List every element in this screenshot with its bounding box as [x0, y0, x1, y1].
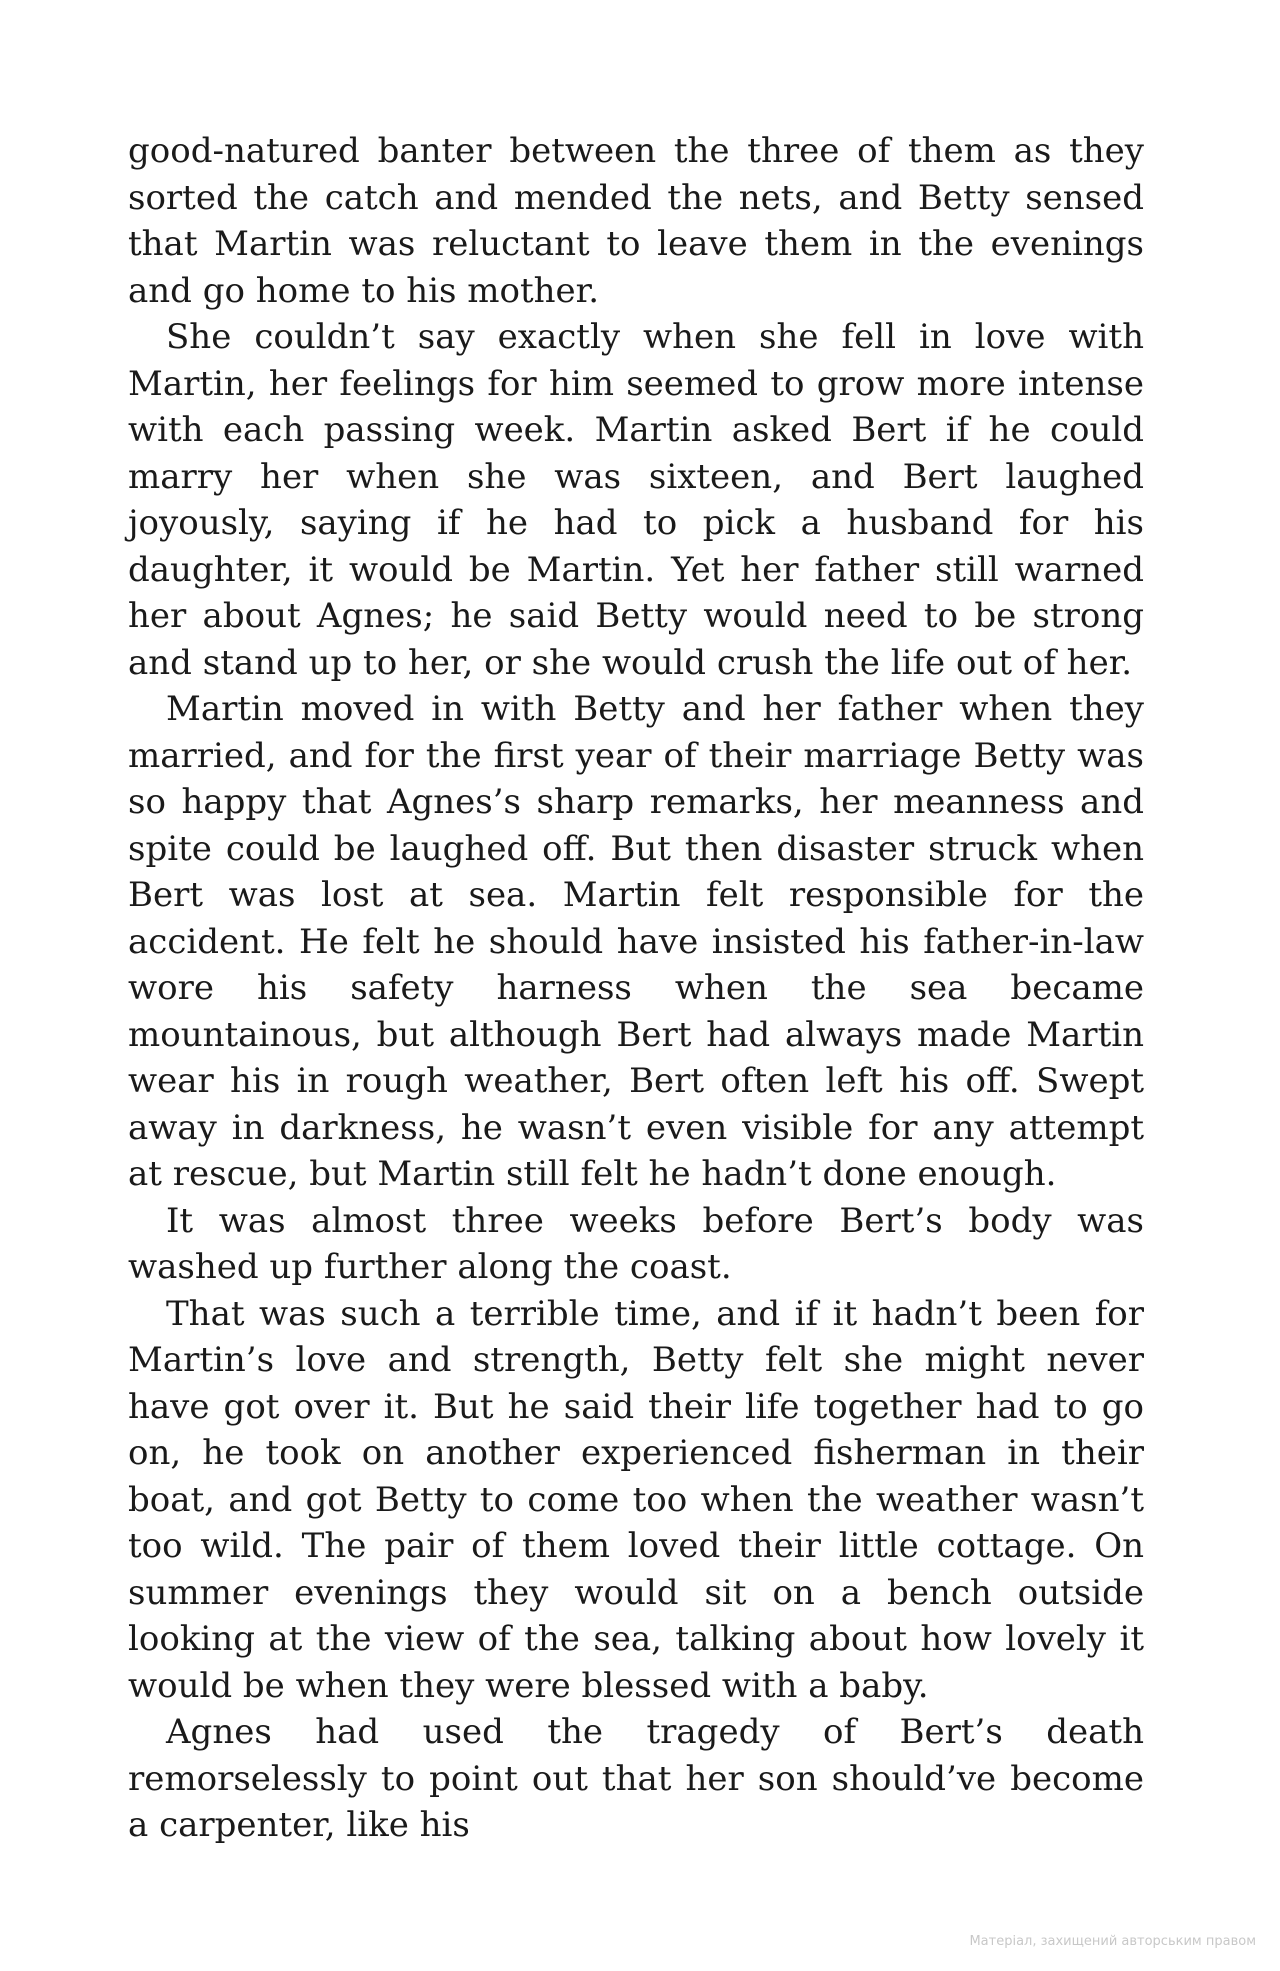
- paragraph-6: Agnes had used the tragedy of Bert’s death remorselessly to point out that her son should’ve become a carpenter, like his: [128, 1712, 1144, 1845]
- copyright-watermark: Матеріал, захищений авторським правом: [969, 1934, 1256, 1949]
- paragraph-1: good-natured banter between the three of them as they sorted the catch and mended the nets, and Betty sensed that Martin was reluctant to leave them in the evenings and go home to his mother.: [128, 131, 1144, 311]
- book-page-text: [128, 128, 1144, 1849]
- paragraph-2: She couldn’t say exactly when she fell in love with Martin, her feelings for him seemed to grow more intense with each passing week. Martin asked Bert if he could marry her when she was sixteen, and Bert laughed joyously, saying if he had to pick a husband for his daughter, it would be Martin. Yet her father still warned her about Agnes; he said Betty would need to be strong and stand up to her, or she would crush the life out of her.: [128, 317, 1144, 683]
- paragraph-5: That was such a terrible time, and if it hadn’t been for Martin’s love and strength, Betty felt she might never have got over it. But he said their life together had to go on, he took on another experienced fisherman in their boat, and got Betty to come too when the weather wasn’t too wild. The pair of them loved their little cottage. On summer evenings they would sit on a bench outside looking at the view of the sea, talking about how lovely it would be when they were blessed with a baby.: [128, 1293, 1144, 1706]
- paragraph-4: It was almost three weeks before Bert’s body was washed up further along the coast.: [128, 1200, 1144, 1287]
- paragraph-3: Martin moved in with Betty and her father when they married, and for the first year of their marriage Betty was so happy that Agnes’s sharp remarks, her meanness and spite could be laughed off. But then disaster struck when Bert was lost at sea. Martin felt responsible for the accident. He felt he should have insisted his father-in-law wore his safety harness when the sea became mountainous, but although Bert had always made Martin wear his in rough weather, Bert often left his off. Swept away in darkness, he wasn’t even visible for any attempt at rescue, but Martin still felt he hadn’t done enough.: [128, 689, 1144, 1194]
